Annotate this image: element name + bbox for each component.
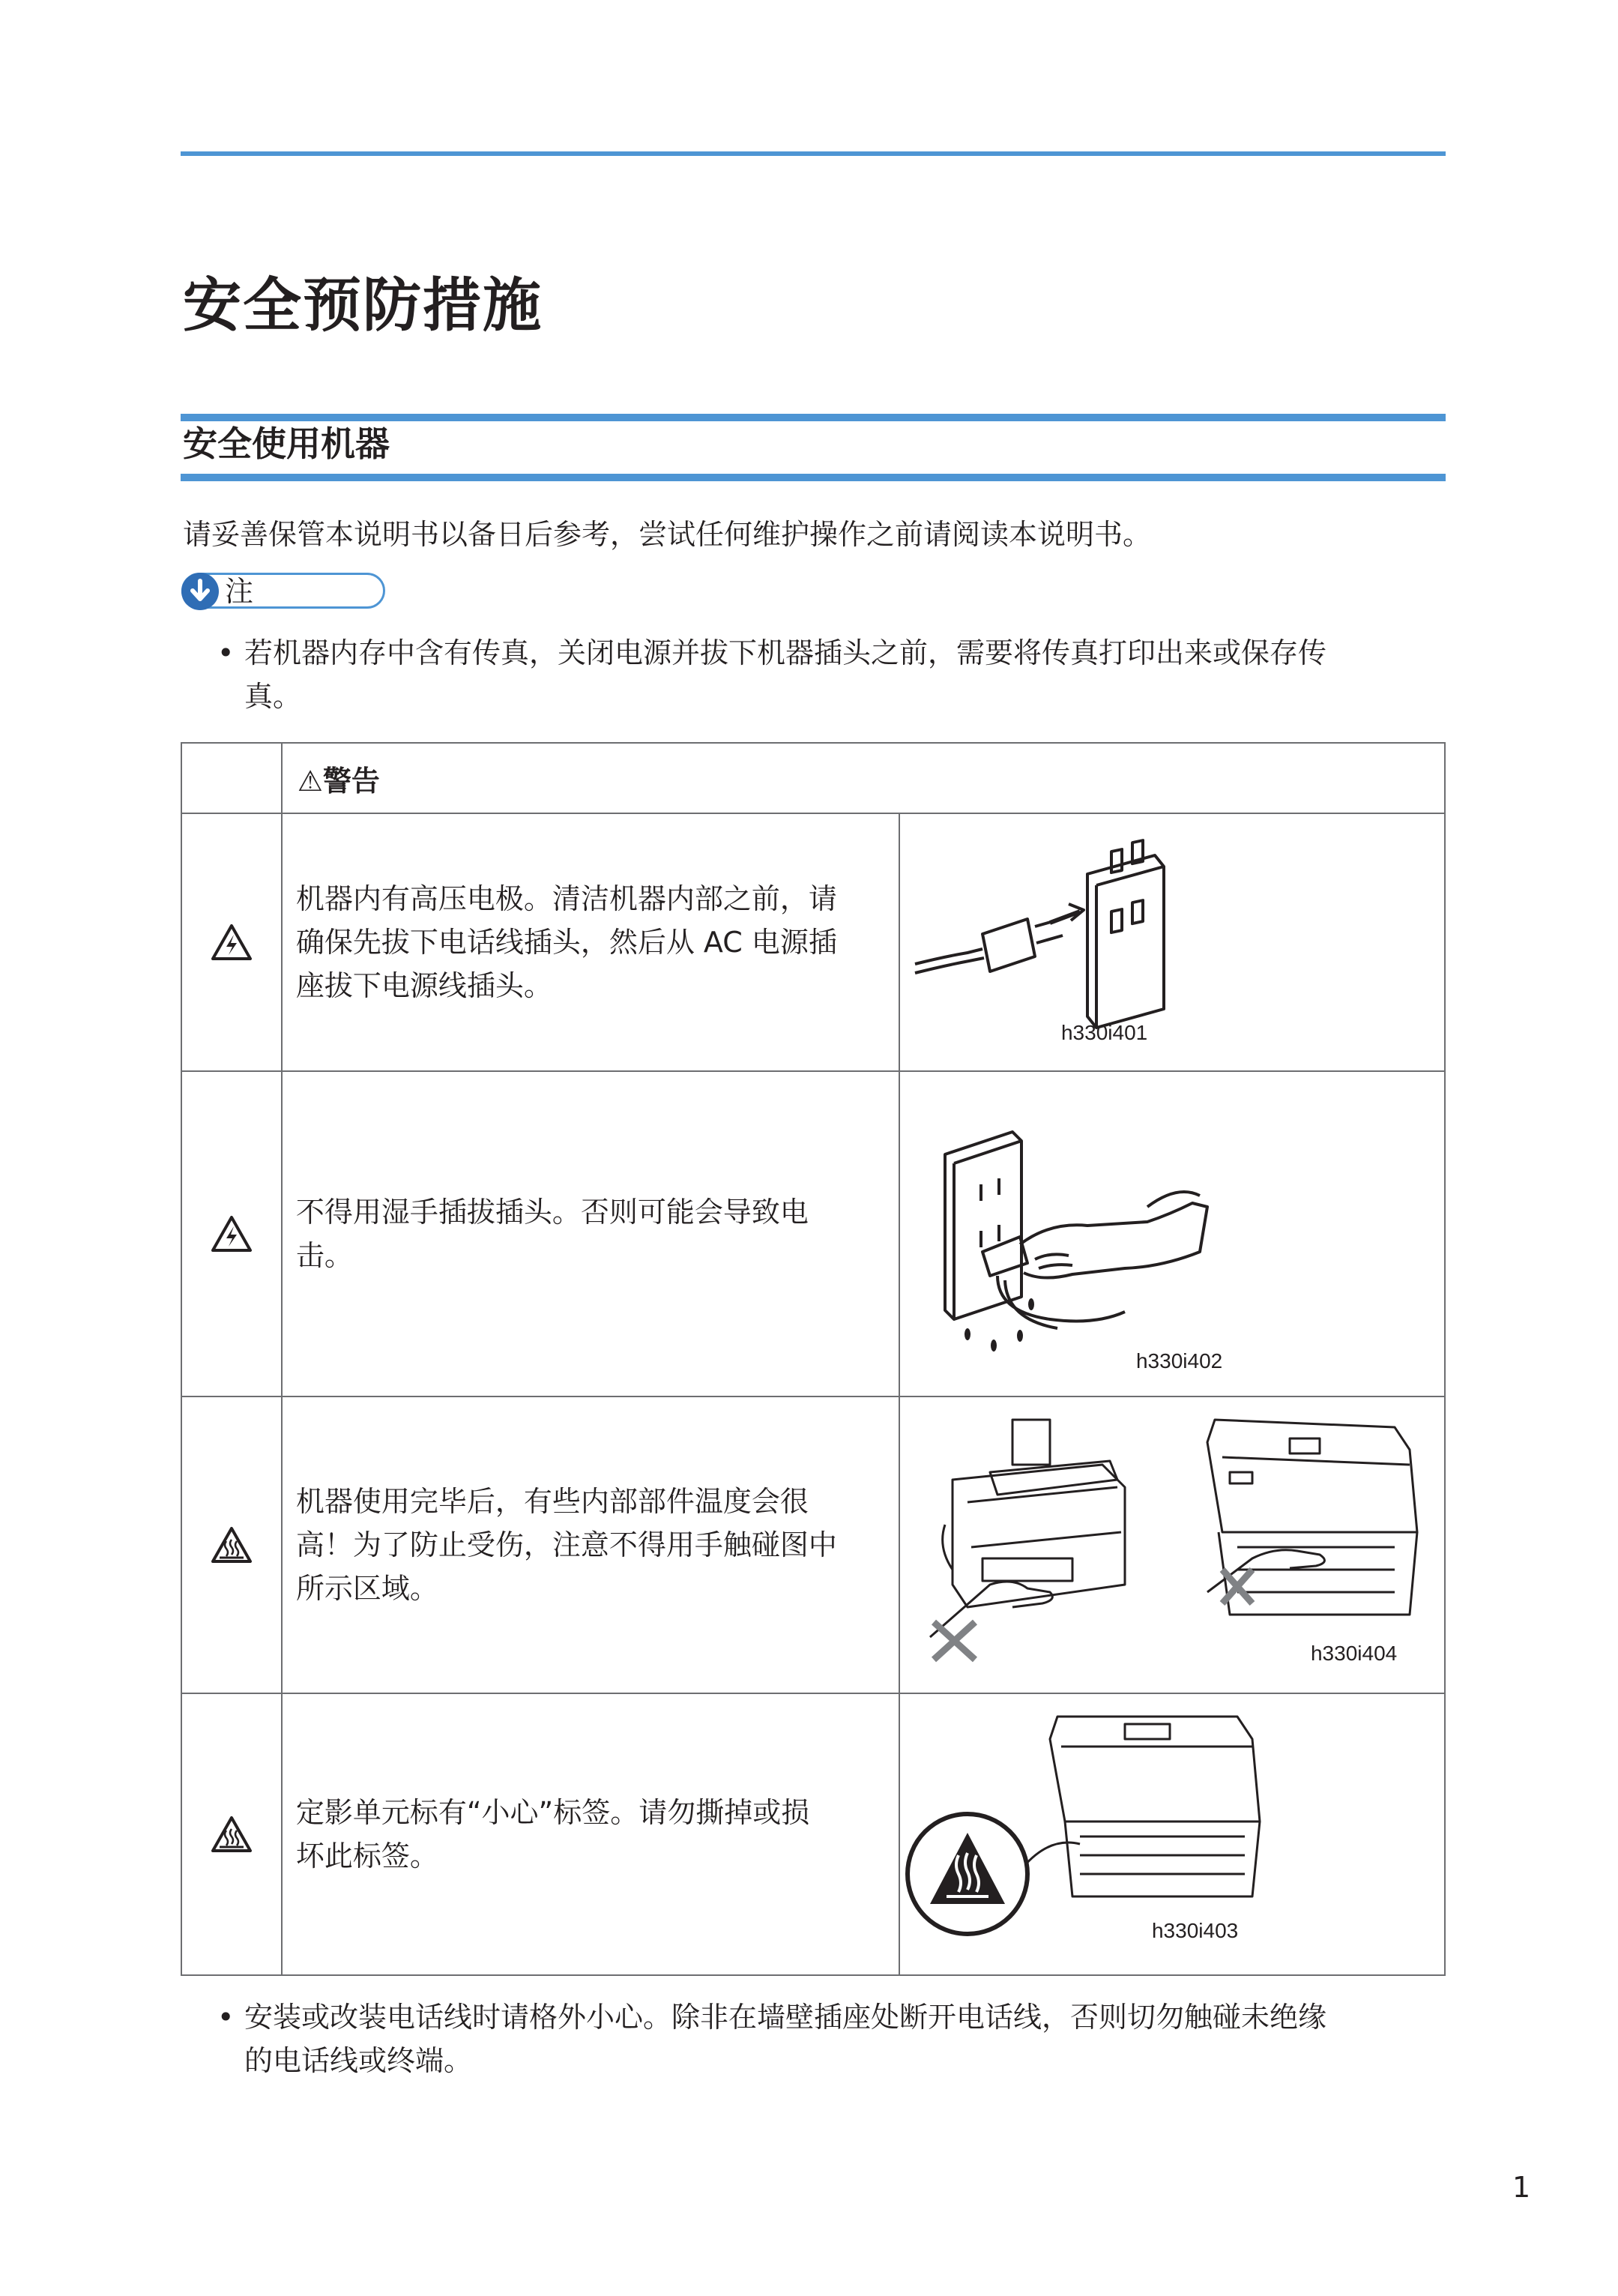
warning-text-line: 坏此标签。 [295,1839,438,1872]
top-rule [181,151,1446,156]
warning-row [181,1693,1445,1975]
electric-shock-warning-icon [211,1215,253,1253]
warning-row [181,1396,1445,1693]
section-rule-top [181,414,1446,421]
note-label: 注 [225,575,254,608]
page-title: 安全预防措施 [183,272,543,340]
bottom-line-2: 的电话线或终端。 [244,2044,473,2077]
warning-text-line: 击。 [295,1239,353,1272]
warning-text-line: 机器使用完毕后，有些内部部件温度会很 [295,1485,809,1518]
hot-surface-warning-icon [211,1816,253,1853]
hot-surface-warning-icon [211,1526,253,1564]
figure-caption: h330i402 [1135,1349,1223,1373]
warning-header-row [181,743,1445,813]
bullet-dot: • [217,636,235,669]
warning-text-line: 确保先拔下电话线插头，然后从 AC 电源插 [295,926,837,959]
wet-hand-plug-illustration [900,1072,1444,1396]
page-number: 1 [1512,2171,1531,2204]
warning-row [181,1071,1445,1396]
note-line-2: 真。 [244,680,302,713]
section-rule-bottom [181,474,1446,481]
unplug-power-cord-illustration [900,814,1444,1070]
bullet-dot: • [217,2001,235,2034]
warning-text-line: 高！为了防止受伤，注意不得用手触碰图中 [295,1528,837,1561]
note-badge [181,573,385,610]
figure-caption: h330i404 [1310,1642,1398,1665]
warning-row [181,813,1445,1071]
warning-text-line: 机器内有高压电极。清洁机器内部之前，请 [295,882,837,915]
bottom-line-1: 安装或改装电话线时请格外小心。除非在墙壁插座处断开电话线，否则切勿触碰未绝缘 [244,2001,1327,2034]
electric-shock-warning-icon [211,923,253,961]
figure-caption: h330i401 [1060,1021,1148,1044]
note-line-1: 若机器内存中含有传真，关闭电源并拔下机器插头之前，需要将传真打印出来或保存传 [244,636,1327,669]
section-title: 安全使用机器 [183,424,390,464]
warning-table [181,742,1446,1976]
warning-text-line: 不得用湿手插拔插头。否则可能会导致电 [295,1196,809,1229]
warning-text-line: 所示区域。 [295,1572,438,1605]
intro-paragraph: 请妥善保管本说明书以备日后参考，尝试任何维护操作之前请阅读本说明书。 [183,518,1152,551]
warning-header: ⚠警告 [282,743,1445,813]
warning-text-line: 座拔下电源线插头。 [295,969,552,1002]
down-arrow-icon [181,573,219,610]
figure-caption: h330i403 [1151,1919,1239,1942]
warning-text-line: 定影单元标有“小心”标签。请勿撕掉或损 [295,1796,810,1829]
header-empty-cell [181,743,282,813]
